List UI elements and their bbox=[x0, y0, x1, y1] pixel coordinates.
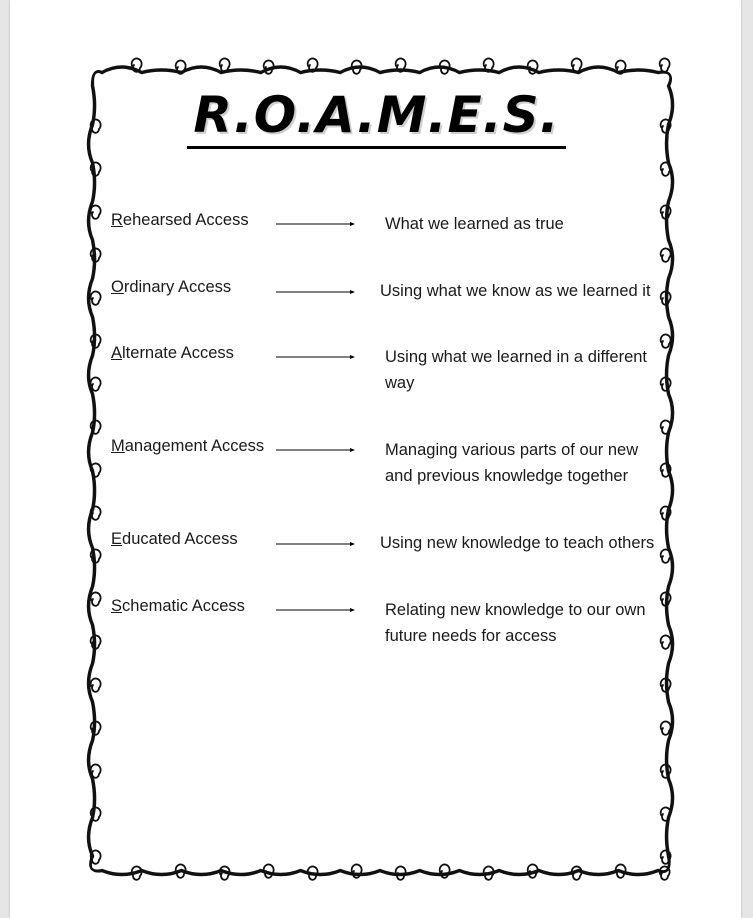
term bbox=[111, 437, 264, 456]
term bbox=[111, 597, 245, 616]
arrow-right-icon bbox=[276, 289, 356, 295]
term-initial: M bbox=[111, 437, 125, 455]
definition: What we learned as true bbox=[385, 215, 564, 233]
term-rest: lternate Access bbox=[122, 344, 234, 362]
term bbox=[111, 278, 231, 297]
title-text: R.O.A.M.E.S. bbox=[187, 86, 565, 149]
definition: Using new knowledge to teach others bbox=[380, 534, 655, 552]
term-rest: chematic Access bbox=[122, 597, 245, 615]
definition: Relating new knowledge to our own future needs for access bbox=[385, 601, 646, 645]
term-rest: anagement Access bbox=[124, 437, 265, 455]
term-initial: E bbox=[111, 530, 123, 548]
arrow-right-icon bbox=[276, 607, 356, 613]
arrow-right-icon bbox=[276, 541, 356, 547]
term bbox=[111, 530, 238, 549]
term-initial: R bbox=[111, 211, 123, 229]
term-initial: A bbox=[111, 344, 123, 362]
page-title bbox=[0, 86, 753, 144]
term-initial: O bbox=[111, 278, 124, 296]
term bbox=[111, 211, 249, 230]
term-rest: ehearsed Access bbox=[122, 211, 249, 229]
term bbox=[111, 344, 234, 363]
definition: Using what we know as we learned it bbox=[380, 282, 651, 300]
arrow-right-icon bbox=[276, 354, 356, 360]
definition: Managing various parts of our new and previous knowledge together bbox=[385, 441, 639, 485]
arrow-right-icon bbox=[276, 221, 356, 227]
definition: Using what we learned in a different way bbox=[385, 348, 648, 392]
term-initial: S bbox=[111, 597, 123, 615]
term-rest: ducated Access bbox=[122, 530, 238, 548]
arrow-right-icon bbox=[276, 447, 356, 453]
term-rest: rdinary Access bbox=[123, 278, 232, 296]
